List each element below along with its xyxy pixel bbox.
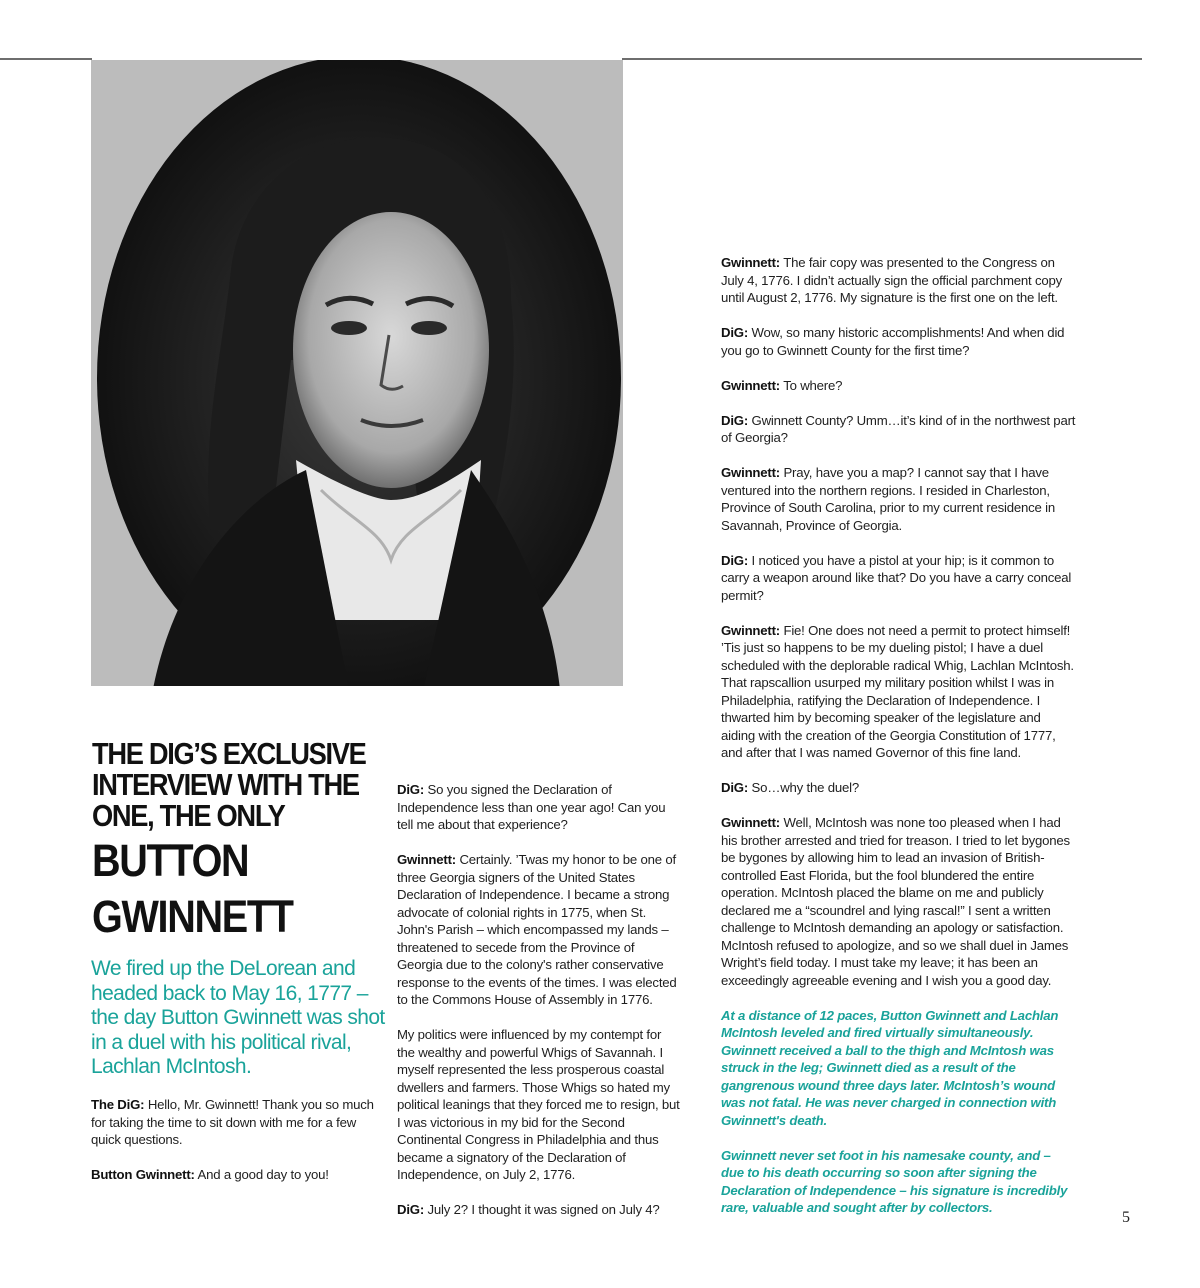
qa-text: And a good day to you! [194, 1167, 329, 1182]
headline-name-1: BUTTON [92, 835, 249, 886]
qa-paragraph [397, 1201, 682, 1219]
qa-paragraph [721, 779, 1076, 797]
headline-line-1: THE DIG’S EXCLUSIVE [92, 736, 366, 771]
speaker-label: Gwinnett: [721, 255, 780, 270]
qa-paragraph [721, 377, 1076, 395]
qa-text: My politics were influenced by my contempt for the wealthy and powerful Whigs of Savannah. I myself represented the less prosperous coastal dwellers and farmers. Those Whigs so hated my political leanings that they forced me to resign, but I was victorious in my bid for the Second Continental Congress in Philadelphia and thus became a signatory of the Declaration of Independence, on July 2, 1776. [397, 1027, 680, 1182]
qa-text: I noticed you have a pistol at your hip; is it common to carry a weapon around like that? Do you have a carry conceal permit? [721, 552, 1072, 603]
qa-paragraph [721, 552, 1076, 605]
qa-paragraph [91, 1096, 381, 1149]
speaker-label: Gwinnett: [721, 815, 780, 830]
speaker-label: DiG: [397, 1202, 425, 1217]
qa-text: July 2? I thought it was signed on July 4? [424, 1202, 660, 1217]
article-headline [92, 738, 392, 943]
portrait-image [91, 60, 623, 686]
qa-text: The fair copy was presented to the Congress on July 4, 1776. I didn’t actually sign the official parchment copy until August 2, 1776. My signature is the first one on the left. [721, 255, 1063, 305]
column-1 [91, 1096, 381, 1201]
qa-text: Hello, Mr. Gwinnett! Thank you so much for taking the time to sit down with me for a few quick questions. [91, 1097, 374, 1147]
qa-text: Fie! One does not need a permit to protect himself! ’Tis just so happens to be my dueling pistol; I have a duel scheduled with the deplorable radical Whig, Lachlan McIntosh. That rapscallion usurped my military position whilst I was in Philadelphia, ratifying the Declaration of Independence. I thwarted him by becoming speaker of the legislature and aiding with the creation of the Georgia Constitution of 1777, and after that I was named Governor of this fine land. [721, 622, 1074, 760]
column-3 [721, 254, 1076, 1234]
top-rule-right [622, 58, 1142, 60]
epilogue-note: Gwinnett never set foot in his namesake county, and – due to his death occurring so soon after signing the Declaration of Independence – his signature is incredibly rare, valuable and sought after by collectors. [721, 1147, 1068, 1215]
intro-deck: We fired up the DeLorean and headed back to May 16, 1777 – the day Button Gwinnett was shot in a duel with his political rival, Lachlan McIntosh. [91, 957, 385, 1078]
speaker-label: DiG: [397, 782, 425, 797]
speaker-label: DiG: [721, 780, 749, 795]
qa-paragraph [91, 1166, 381, 1184]
column-2 [397, 781, 682, 1236]
qa-text: Well, McIntosh was none too pleased when I had his brother arrested and tried for treason. I tried to let bygones be bygones by allowing him to lead an invasion of British-controlled East Florida, but the fool blundered the entire operation. McIntosh placed the blame on me and publicly declared me a “scoundrel and lying rascal!” I sent a written challenge to McIntosh demanding an apology or satisfaction. McIntosh refused to apologize, and so we shall duel in James Wright’s field today. I must take my leave; it has been an exceedingly agreeable evening and I wish you a good day. [721, 815, 1070, 988]
portrait-engraving [91, 60, 623, 686]
qa-text: To where? [780, 377, 843, 393]
headline-line-3: ONE, THE ONLY [92, 798, 285, 833]
speaker-label: DiG: [721, 325, 749, 340]
qa-text: Certainly. ’Twas my honor to be one of three Georgia signers of the United States Declaration of Independence. I became a strong advocate of colonial rights in 1775, when St. John's Parish – which encompassed my lands – threatened to secede from the Province of Georgia due to the colony's rather conservative response to the events of the times. I was elected to the Commons House of Assembly in 1776. [397, 852, 677, 1007]
speaker-label: Gwinnett: [721, 377, 780, 393]
speaker-label: DiG: [721, 552, 749, 568]
qa-paragraph [397, 851, 682, 1009]
speaker-label: Gwinnett: [721, 622, 780, 638]
top-rule-left [0, 58, 92, 60]
speaker-label: Button Gwinnett: [91, 1167, 195, 1182]
qa-paragraph [721, 814, 1076, 989]
headline-name-2: GWINNETT [92, 891, 293, 942]
qa-paragraph [721, 412, 1076, 447]
qa-text: Wow, so many historic accomplishments! And when did you go to Gwinnett County for the first time? [721, 325, 1065, 358]
qa-text: So you signed the Declaration of Independence less than one year ago! Can you tell me about that experience? [397, 782, 666, 832]
qa-text: So…why the duel? [748, 780, 860, 795]
qa-paragraph [721, 324, 1076, 359]
qa-paragraph [721, 464, 1076, 534]
speaker-label: The DiG: [91, 1097, 145, 1112]
speaker-label: Gwinnett: [721, 465, 780, 480]
qa-paragraph [721, 254, 1076, 307]
page-number: 5 [1122, 1209, 1130, 1226]
qa-text: Pray, have you a map? I cannot say that I have ventured into the northern regions. I resided in Charleston, Province of South Carolina, prior to my current residence in Savannah, Province of Georgia. [721, 465, 1055, 533]
qa-text: Gwinnett County? Umm…it’s kind of in the northwest part of Georgia? [721, 412, 1076, 445]
speaker-label: DiG: [721, 412, 749, 428]
epilogue-note: At a distance of 12 paces, Button Gwinnett and Lachlan McIntosh leveled and fired virtually simultaneously. Gwinnett received a ball to the thigh and McIntosh was struck in the leg; Gwinnett died as a result of the gangrenous wound three days later. McIntosh’s wound was not fatal. He was never charged in connection with Gwinnett's death. [721, 1007, 1059, 1128]
headline-line-2: INTERVIEW WITH THE [92, 767, 359, 802]
qa-paragraph [397, 781, 682, 834]
speaker-label: Gwinnett: [397, 852, 456, 867]
qa-paragraph [721, 622, 1076, 762]
qa-paragraph [397, 1026, 682, 1184]
